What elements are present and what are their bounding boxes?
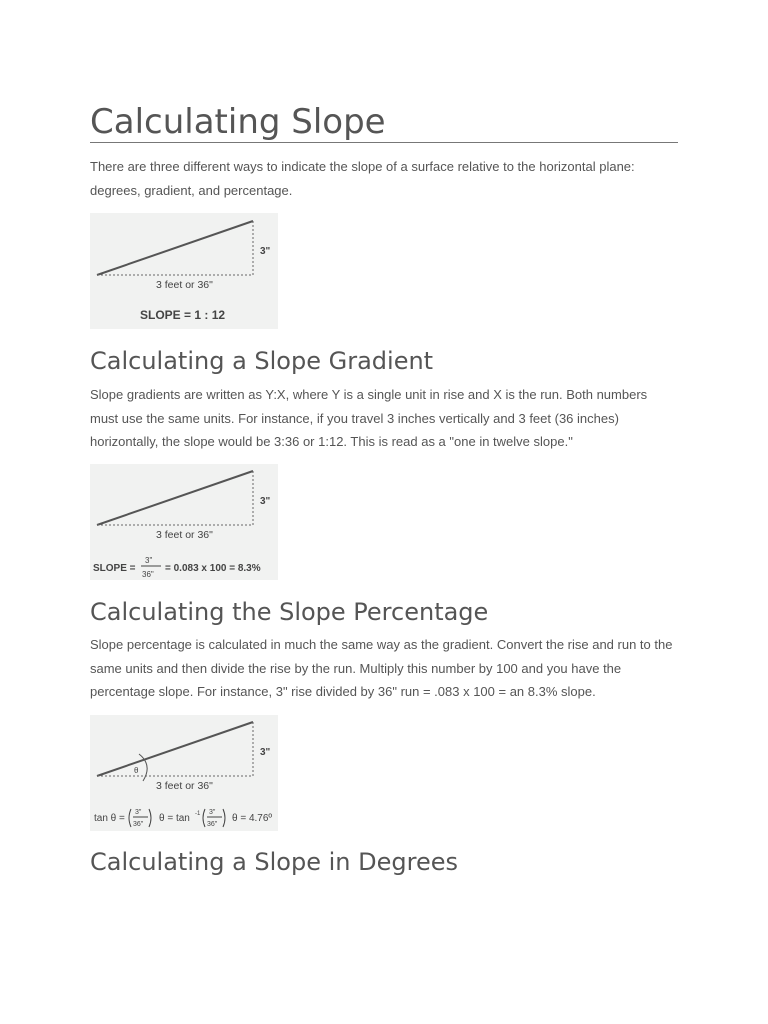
tan-denominator: 36": [133, 821, 144, 828]
section-heading-percentage: Calculating the Slope Percentage: [90, 598, 489, 626]
rise-label: 3": [260, 747, 271, 758]
percentage-paragraph: Slope percentage is calculated in much the same way as the gradient. Convert the rise and run to the same units and then divide the rise by the run. Multiply this number by 100 and you have the percentage slope. For instance, 3" rise divided by 36" run = .083 x 100 = an 8.3% slope.: [90, 637, 673, 699]
right-paren-2: [223, 809, 225, 827]
fraction-numerator: 3": [145, 556, 153, 565]
slope-line: [97, 471, 253, 525]
slope-line: [97, 221, 253, 275]
formula-result: = 0.083 x 100 = 8.3%: [165, 563, 261, 574]
tan-prefix: tan θ =: [94, 813, 125, 824]
section-heading-gradient: Calculating a Slope Gradient: [90, 347, 434, 375]
slope-degrees-diagram: [90, 715, 278, 831]
right-paren: [149, 809, 151, 827]
arctan-exponent: -1: [195, 811, 201, 817]
angle-label: θ: [134, 766, 139, 775]
left-paren: [129, 809, 131, 827]
run-label: 3 feet or 36": [156, 529, 213, 541]
tan-numerator: 3": [135, 809, 142, 816]
section-heading-degrees: Calculating a Slope in Degrees: [90, 848, 458, 876]
rise-label: 3": [260, 246, 271, 257]
arctan-prefix: θ = tan: [159, 813, 190, 824]
run-label: 3 feet or 36": [156, 780, 213, 792]
slope-ratio-formula: SLOPE = 1 : 12: [140, 308, 226, 322]
rise-label: 3": [260, 496, 271, 507]
page-title: Calculating Slope: [90, 102, 678, 143]
formula-prefix: SLOPE =: [93, 563, 136, 574]
run-label: 3 feet or 36": [156, 279, 213, 291]
slope-line: [97, 722, 253, 776]
degrees-result: θ = 4.76º: [232, 813, 273, 824]
gradient-paragraph: Slope gradients are written as Y:X, where Y is a single unit in rise and X is the run. Both numbers must use the same units. For instance, if you travel 3 inches vertically and 3 feet (36 inches) horizontally, the slope would be 3:36 or 1:12. This is read as a "one in twelve slope.": [90, 387, 648, 449]
fraction-denominator: 36": [142, 570, 154, 579]
slope-ratio-diagram: [90, 213, 278, 329]
intro-paragraph: There are three different ways to indicate the slope of a surface relative to the horizontal plane: degrees, gradient, and percentage.: [90, 159, 635, 198]
left-paren-2: [203, 809, 205, 827]
arctan-denominator: 36": [207, 821, 218, 828]
slope-percent-diagram: [90, 464, 278, 580]
arctan-numerator: 3": [209, 809, 216, 816]
